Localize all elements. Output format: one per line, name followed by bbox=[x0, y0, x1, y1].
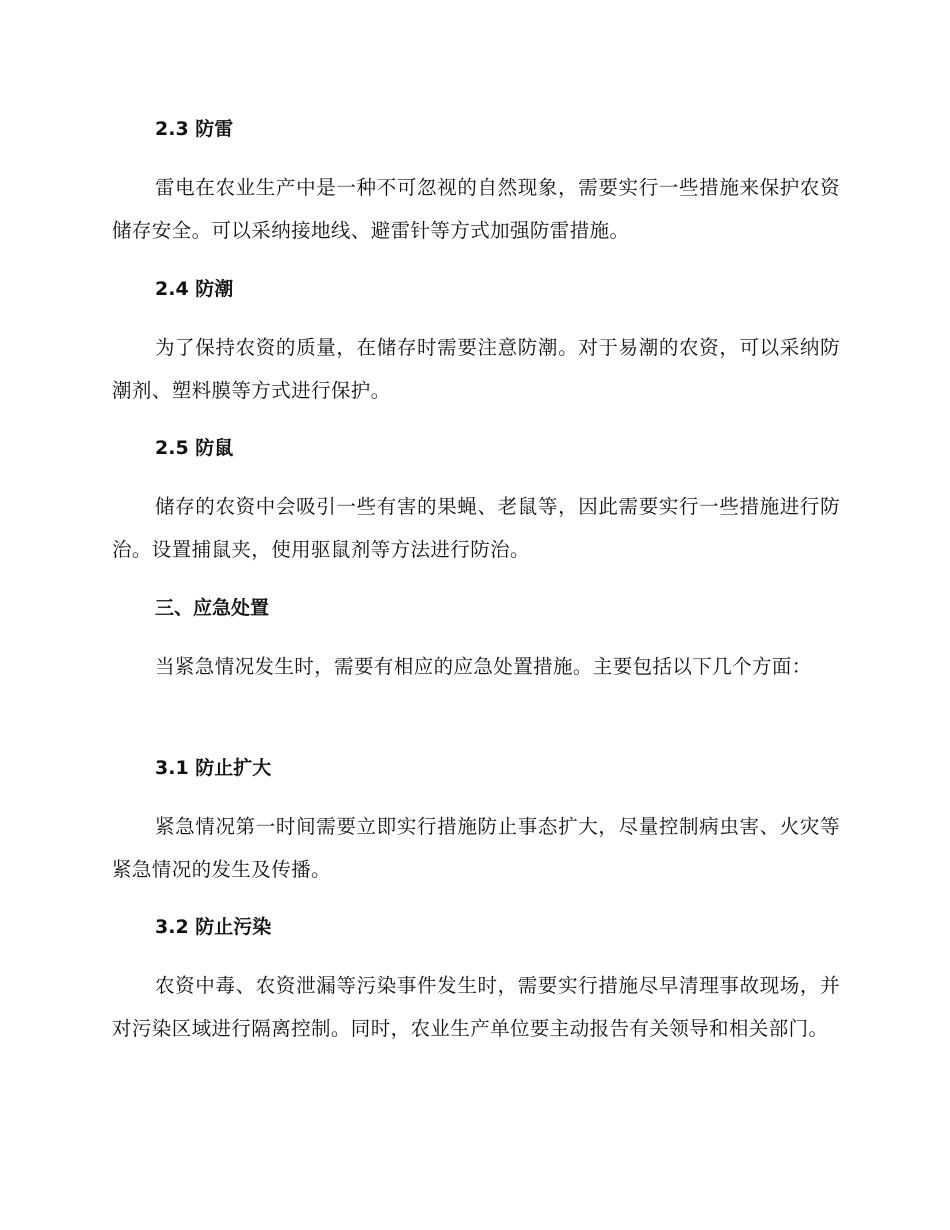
section-heading-3-2: 3.2 防止污染 bbox=[155, 916, 272, 938]
section-body-2-4: 为了保持农资的质量，在储存时需要注意防潮。对于易潮的农资，可以采纳防潮剂、塑料膜等方式进行保护。 bbox=[112, 336, 840, 402]
section-body-3-1: 紧急情况第一时间需要立即实行措施防止事态扩大，尽量控制病虫害、火灾等紧急情况的发生及传播。 bbox=[112, 815, 840, 881]
section-body-2-5: 储存的农资中会吸引一些有害的果蝇、老鼠等，因此需要实行一些措施进行防治。设置捕鼠夹，使用驱鼠剂等方法进行防治。 bbox=[112, 495, 840, 561]
section-heading-2-3: 2.3 防雷 bbox=[155, 118, 234, 140]
section-body-3-2: 农资中毒、农资泄漏等污染事件发生时，需要实行措施尽早清理事故现场，并对污染区域进行隔离控制。同时，农业生产单位要主动报告有关领导和相关部门。 bbox=[112, 974, 840, 1040]
section-heading-2-4: 2.4 防潮 bbox=[155, 278, 234, 300]
section-heading-2-5: 2.5 防鼠 bbox=[155, 437, 234, 459]
section-body-2-3: 雷电在农业生产中是一种不可忽视的自然现象，需要实行一些措施来保护农资储存安全。可以采纳接地线、避雷针等方式加强防雷措施。 bbox=[112, 176, 840, 242]
section-heading-3: 三、应急处置 bbox=[155, 597, 270, 619]
section-body-3: 当紧急情况发生时，需要有相应的应急处置措施。主要包括以下几个方面： bbox=[155, 655, 812, 678]
section-heading-3-1: 3.1 防止扩大 bbox=[155, 757, 272, 779]
